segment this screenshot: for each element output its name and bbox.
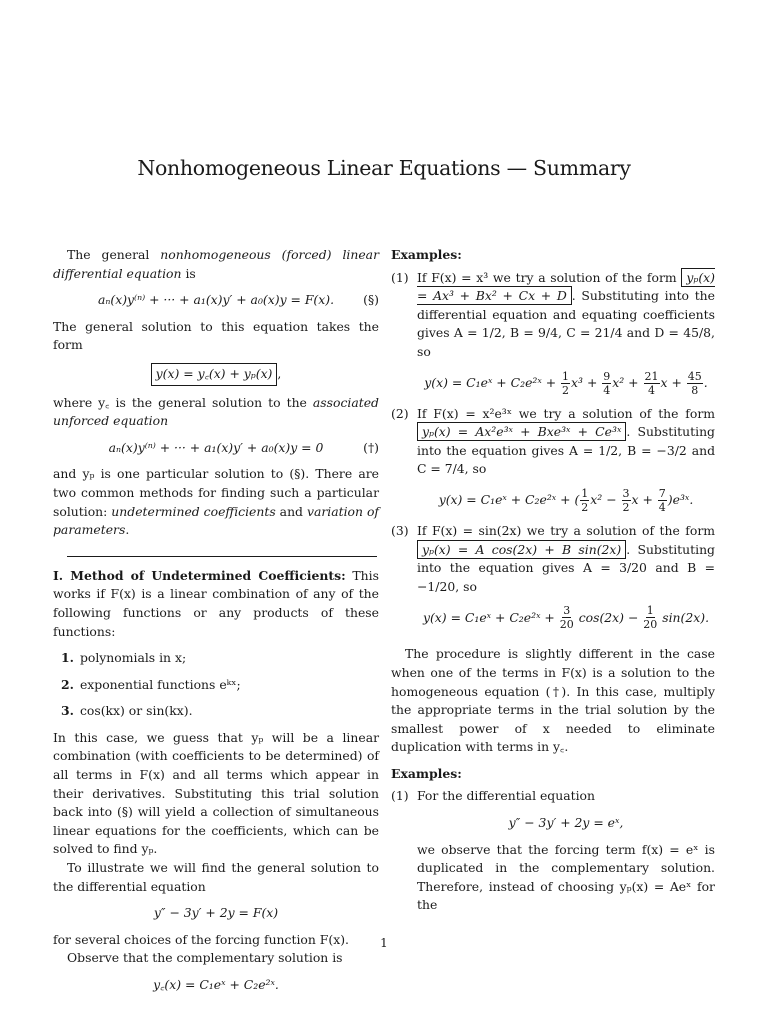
page-title: Nonhomogeneous Linear Equations — Summary: [137, 156, 631, 180]
section-heading: I. Method of Undetermined Coefficients:: [53, 567, 346, 583]
equation-general: [53, 291, 379, 310]
numerator: 3: [563, 604, 571, 618]
boxed-solution: [151, 363, 278, 386]
numerator: 9: [603, 369, 611, 383]
general-solution-text: The general solution to this equation takes the form: [53, 318, 379, 353]
eq-term: cos(2x) −: [578, 609, 639, 625]
example-4-equation: [417, 814, 715, 833]
intro-post: is: [181, 265, 196, 281]
fraction: [643, 604, 657, 631]
numerator: 1: [646, 604, 654, 618]
denominator: 2: [581, 500, 589, 514]
method-variation: variation of parameters: [53, 503, 380, 538]
example-1-solution: [417, 370, 715, 397]
intro-italic: nonhomogeneous (forced) linear differential equation: [53, 247, 379, 281]
numerator: 45: [687, 369, 702, 383]
denominator: 20: [559, 618, 574, 632]
eq-term: x³ +: [571, 374, 598, 390]
section-paragraph: [53, 567, 379, 641]
examples-heading: Examples:: [391, 247, 462, 262]
example-1-text-a: If F(x) = x³ we try a solution of the form: [417, 269, 682, 285]
eq-term: sin(2x).: [662, 609, 710, 625]
intro-paragraph: [53, 246, 379, 283]
section-divider: [67, 556, 377, 557]
example-2-text-a: If F(x) = x²e³ˣ we try a solution of the form: [417, 405, 715, 421]
list-item: [61, 702, 379, 721]
example-2-text-b: . Substituting into the equation gives A = 1/2, B = −3/2 and C = 7/4, so: [417, 424, 715, 477]
where-italic: associated unforced equation: [53, 394, 379, 429]
example-3-text: [417, 522, 715, 596]
guess-paragraph: In this case, we guess that yₚ will be a linear combination (with coefficients to be determined) of all terms in F(x) and all terms which appear in their derivatives. Substituting this trial solution back into (§) will yield a collection of simultaneous linear equations for the coefficients, which can be solved to find yₚ.: [53, 729, 379, 857]
denominator: 20: [643, 618, 658, 632]
where-pre: where y꜀ is the general solution to the: [53, 394, 313, 410]
denominator: 2: [562, 383, 570, 397]
fraction: [602, 370, 611, 397]
fraction: [561, 370, 570, 397]
example-4-equation-text: y″ − 3y′ + 2y = eˣ,: [508, 815, 624, 831]
fraction: [658, 487, 667, 514]
example-2-solution: [417, 487, 715, 514]
intro-pre: The general: [67, 247, 161, 262]
methods-text: and yₚ is one particular solution to (§). There are two common methods for finding such a particular solution:: [53, 466, 379, 519]
equation-complementary: [53, 976, 379, 995]
methods-paragraph: [53, 465, 379, 539]
example-number: (1): [391, 269, 409, 285]
denominator: 4: [658, 500, 666, 514]
eq-term: x +: [660, 374, 682, 390]
example-3-trial: yₚ(x) = A cos(2x) + B sin(2x): [422, 541, 622, 557]
eq-term: x² +: [612, 374, 639, 390]
denominator: 2: [622, 500, 630, 514]
example-3-trial-box: [417, 540, 626, 559]
page-number: 1: [380, 936, 388, 950]
numerator: 1: [581, 486, 589, 500]
example-4: [391, 787, 715, 915]
list-item: [61, 649, 379, 668]
example-1: [391, 269, 715, 397]
forcing-text: for several choices of the forcing function F(x).: [53, 931, 349, 947]
list-text: polynomials in x;: [79, 650, 187, 666]
equation-example: [53, 904, 379, 923]
example-3-text-b: . Substituting into the equation gives A = 3/20 and B = −1/20, so: [417, 541, 715, 594]
fraction: [560, 604, 574, 631]
equation-tag-dagger: (†): [363, 439, 379, 455]
eq-lhs: y(x) = C₁eˣ + C₂e²ˣ +: [424, 374, 557, 390]
example-2: [391, 405, 715, 514]
denominator: 4: [603, 383, 611, 397]
eq-term: )e³ˣ.: [667, 492, 694, 508]
example-1-text-b: . Substituting into the differential equation and equating coefficients gives A = 1/2, B = 9/4, C = 21/4 and D = 45/8, so: [417, 288, 715, 359]
list-item: [61, 676, 379, 695]
eq-term: .: [703, 374, 708, 390]
denominator: 8: [691, 383, 699, 397]
where-paragraph: [53, 394, 379, 431]
methods-period: .: [125, 522, 130, 538]
examples-heading-2: Examples:: [391, 765, 462, 781]
example-1-text: [417, 269, 715, 362]
list-text: cos(kx) or sin(kx).: [79, 703, 193, 719]
methods-and: and: [275, 503, 307, 519]
fraction: [622, 487, 631, 514]
example-3: [391, 522, 715, 631]
boxed-solution-text: y(x) = y꜀(x) + yₚ(x): [155, 365, 273, 381]
equation-boxed-solution: y(x) = y꜀(x) + yₚ(x) ,: [53, 363, 379, 386]
numerator: 1: [562, 369, 570, 383]
left-column: [53, 246, 379, 1003]
fraction: [580, 487, 589, 514]
numerator: 21: [644, 369, 659, 383]
example-2-trial: yₚ(x) = Ax²e³ˣ + Bxe³ˣ + Ce³ˣ: [422, 424, 622, 440]
procedure-paragraph: The procedure is slightly different in the case when one of the terms in F(x) is a solution to the homogeneous equation (†). In this case, multiply the appropriate terms in the trial solution by the smallest power of x needed to eliminate duplication with terms in y꜀.: [391, 646, 715, 755]
illustrate-paragraph: To illustrate we will find the general solution to the differential equation: [53, 860, 379, 894]
right-column: [391, 246, 715, 923]
fraction: [687, 370, 703, 397]
function-list: [53, 649, 379, 721]
example-4-text-a: For the differential equation: [417, 788, 595, 804]
list-number: 1.: [61, 650, 74, 666]
numerator: 3: [622, 486, 630, 500]
list-number: 3.: [61, 703, 74, 719]
eq-term: x² −: [590, 492, 617, 508]
equation-complementary-text: y꜀(x) = C₁eˣ + C₂e²ˣ.: [153, 977, 279, 992]
example-3-text-a: If F(x) = sin(2x) we try a solution of the form: [417, 522, 715, 538]
eq-lhs: y(x) = C₁eˣ + C₂e²ˣ +: [422, 609, 555, 625]
section-intro: This works if F(x) is a linear combination of any of the following functions or any products of these functions:: [53, 567, 379, 639]
method-undetermined: undetermined coefficients: [111, 503, 276, 519]
equation-unforced: [53, 439, 379, 458]
eq-term: x +: [631, 492, 653, 508]
list-text: exponential functions eᵏˣ;: [79, 676, 241, 692]
example-3-solution: [417, 604, 715, 631]
example-1-trial: yₚ(x) = Ax³ + Bx² + Cx + D: [417, 269, 715, 304]
equation-example-text: y″ − 3y′ + 2y = F(x): [153, 905, 279, 921]
example-number: (1): [391, 788, 409, 804]
equation-general-text: aₙ(x)y⁽ⁿ⁾ + ··· + a₁(x)y′ + a₀(x)y = F(x).: [97, 292, 335, 308]
eq-lhs: y(x) = C₁eˣ + C₂e²ˣ + (: [438, 492, 580, 508]
numerator: 7: [658, 486, 666, 500]
denominator: 4: [648, 383, 656, 397]
example-4-text-b: we observe that the forcing term f(x) = eˣ is duplicated in the complementary solution. Therefore, instead of choosing yₚ(x) = Aeˣ for the: [417, 841, 715, 913]
equation-unforced-text: aₙ(x)y⁽ⁿ⁾ + ··· + a₁(x)y′ + a₀(x)y = 0: [108, 439, 324, 455]
example-2-text: [417, 405, 715, 479]
observe-text: Observe that the complementary solution is: [67, 950, 343, 966]
equation-tag-section: (§): [363, 292, 379, 308]
example-number: (3): [391, 522, 409, 538]
example-number: (2): [391, 405, 409, 421]
list-number: 2.: [61, 676, 74, 692]
example-2-trial-box: [417, 422, 626, 441]
fraction: [644, 370, 660, 397]
